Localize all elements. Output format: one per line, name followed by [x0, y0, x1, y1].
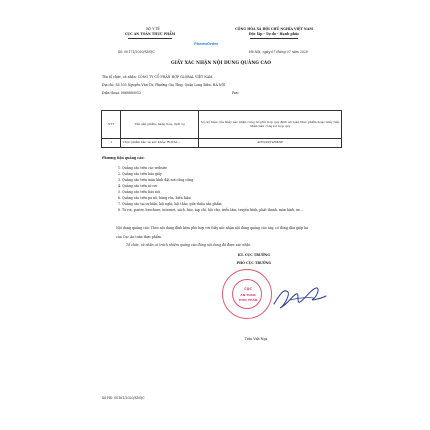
list-item: 6. Quảng cáo trên pa nô, băng rôn, biển hiệu	[118, 196, 191, 200]
header-stt: STT	[102, 111, 121, 139]
content-note: Nội dung quảng cáo: Theo nội dung đính kèm phù hợp với Giấy xác nhận nội dung quảng cáo này, có đóng dấu giáp lai	[116, 226, 308, 230]
row-cert: 4253/2019/ĐKSP	[199, 139, 342, 148]
motto-label: Độc lập - Tự do - Hạnh phúc	[248, 32, 300, 36]
handwritten-signature	[270, 282, 330, 312]
list-item: 3. Quảng cáo trên màn hình đặt nơi công cộng	[118, 178, 194, 182]
signature-kt: KT. CỤC TRƯỞNG	[237, 253, 271, 257]
product-table	[101, 110, 342, 148]
agency-underline	[128, 38, 172, 39]
table-row	[102, 139, 342, 148]
signer-name: Trần Việt Nga	[244, 337, 268, 341]
methods-label: Phương tiện quảng cáo:	[102, 156, 145, 160]
official-seal	[222, 269, 272, 319]
list-item: 8. Tờ rơi, poster, brochure, internet, sách, báo, tạp chí, hội chợ, triển lãm, truyền hình, phát thanh, màn hình, xe...	[118, 208, 303, 212]
org-address: Địa chỉ: Số 535 Nguyễn Văn Cừ, Phường Gia Thụy, Quận Long Biên, HÀ NỘI	[102, 83, 226, 87]
row-product: Thực phẩm bảo vệ sức khỏe: ROYAL...	[121, 139, 199, 148]
header-product: Tên sản phẩm, hàng hóa, dịch vụ	[121, 111, 199, 139]
content-note-cont: của Cục An toàn thực phẩm.	[116, 235, 162, 239]
ministry-label: BỘ Y TẾ	[146, 27, 160, 31]
seal-text-2: AN TOÀN	[240, 293, 256, 297]
seal-text-1: CỤC	[244, 287, 252, 291]
list-item: 7. Quảng cáo tại sự kiện, hội nghị, hội thảo, giới thiệu sản phẩm	[118, 202, 222, 206]
signature-deputy: PHÓ CỤC TRƯỞNG	[236, 261, 272, 265]
org-name: Tên tổ chức, cá nhân: CÔNG TY CỔ PHẦN HỢP GLOBAL VIỆT NAM	[102, 75, 213, 79]
org-phone: Điện thoại: 0868889012	[102, 91, 142, 95]
republic-label: CỘNG HÒA XÃ HỘI CHỦ NGHĨA VIỆT NAM	[235, 27, 313, 31]
watermark-logo: PharmOrder	[194, 41, 219, 46]
seal-text-3: THỰC PHẨM	[238, 298, 258, 302]
list-item: 1. Quảng cáo trên các website	[118, 166, 168, 170]
table-header-row	[102, 111, 342, 139]
header-cert: Số, ký hiệu của Giấy xác nhận công bố phù hợp quy định an toàn thực phẩm hoặc Giấy tiếp nhận bản công bố hợp quy	[199, 111, 342, 139]
issue-date: Hà Nội, ngày 07 tháng 07 năm 2020	[249, 50, 308, 54]
list-item: 2. Quảng cáo trên báo giấy	[118, 172, 162, 176]
methods-list	[118, 166, 333, 212]
list-item: 5. Quảng cáo trên báo nói	[118, 190, 160, 194]
motto-underline	[250, 38, 298, 39]
page-title: GIẤY XÁC NHẬN NỘI DUNG QUẢNG CÁO	[171, 61, 271, 66]
responsibility-note: Tổ chức, cá nhân có trách nhiệm quảng cáo đúng nội dung đã được xác nhận.	[126, 243, 252, 247]
org-fax: Fax:	[232, 91, 239, 95]
doc-number: Số: 00171/2020/XNQC	[118, 50, 155, 54]
agency-label: CỤC AN TOÀN THỰC PHẨM	[124, 32, 176, 36]
row-stt: 1	[102, 139, 121, 148]
footer-ref: Số HS: 00161/2020/XNQC	[102, 396, 145, 400]
list-item: 4. Quảng cáo trên tờ rơi	[118, 184, 157, 188]
